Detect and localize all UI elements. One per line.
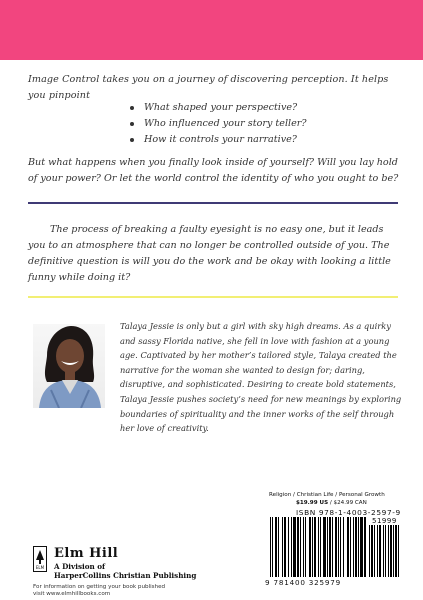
barcode-bar [314, 517, 316, 577]
bullet-item: Who influenced your story teller? [128, 116, 307, 132]
publisher-logo [33, 546, 197, 582]
barcode-bar [350, 517, 351, 577]
barcode-bar [383, 525, 384, 577]
price-label [296, 500, 367, 506]
barcode-bar [335, 517, 337, 577]
publisher-parent-line: HarperCollins Christian Publishing [54, 571, 197, 580]
intro-sentence: Image Control takes you on a journey of discovering perception. It helps you pinpoint [28, 74, 389, 101]
barcode-bar [398, 525, 399, 577]
barcode-digits: 9 781400 325979 [265, 578, 342, 587]
question-paragraph: But what happens when you finally look inside of yourself? Will you lay hold of your power? Or let the world control the identity of who you ought to be? [28, 157, 399, 184]
barcode-bar [347, 517, 349, 577]
barcode-bar [355, 517, 357, 577]
barcode-bar [282, 517, 283, 577]
barcode-bar [353, 517, 354, 577]
price-can: / $24.99 CAN [328, 500, 367, 506]
barcode-bar [303, 517, 304, 577]
publishing-info [33, 584, 165, 598]
barcode-bar [288, 517, 289, 577]
barcode-bar [385, 525, 386, 577]
author-bio: Talaya Jessie is only but a girl with sky high dreams. As a quirky and sassy Florida native, she fell in love with fashion at a young age. Captivated by her mother’s tailored style, Talaya created the narrative for the woman she wanted to design for; daring, disruptive, and sophisticated. Desiring to create bold statements, Talaya Jessie pushes society’s need for new meanings by exploring boundaries of spirituality and the inner works of the self through her love of creativity. [120, 321, 402, 434]
barcode-bar [338, 517, 339, 577]
bullet-item: What shaped your perspective? [128, 100, 307, 116]
barcode-bar [388, 525, 389, 577]
barcode-bar [374, 525, 375, 577]
category-label: Religion / Christian Life / Personal Growth [269, 492, 385, 498]
barcode-bar [272, 517, 273, 577]
question-bullet-list [128, 100, 307, 148]
barcode-bar [377, 525, 378, 577]
barcode-bar [360, 517, 363, 577]
barcode-bar [364, 517, 366, 577]
publisher-name: Elm Hill [54, 546, 119, 561]
barcode-block [256, 492, 403, 595]
process-paragraph: The process of breaking a faulty eyesight is no easy one, but it leads you to an atmosphere that can no longer be controlled outside of you. The definitive question is will you do the work and be okay with looking a little funny while doing it? [28, 224, 391, 283]
barcode-bar [300, 517, 301, 577]
barcode-bar [305, 517, 306, 577]
barcode-bar [329, 517, 331, 577]
barcode-bar [358, 517, 359, 577]
barcode-bar [293, 517, 296, 577]
barcode-bar [312, 517, 313, 577]
barcode-bar [320, 517, 321, 577]
barcode-bar [390, 525, 392, 577]
bottom-divider [28, 296, 398, 298]
top-divider [28, 202, 398, 204]
barcode-main-icon [270, 517, 366, 577]
author-portrait-icon [33, 324, 105, 408]
barcode-bar [270, 517, 271, 577]
elm-hill-mark-icon [33, 546, 47, 572]
barcode-bar [393, 525, 394, 577]
barcode-addon-icon [369, 525, 401, 577]
barcode-bar [309, 517, 311, 577]
barcode-bar [284, 517, 286, 577]
barcode-bar [327, 517, 328, 577]
barcode-bar [291, 517, 292, 577]
barcode-bar [323, 517, 326, 577]
barcode-bar [343, 517, 344, 577]
addon-code: 51999 [372, 517, 397, 525]
publishing-info-line: For information on getting your book published [33, 584, 166, 590]
publishing-url-line: visit www.elmhillbooks.com [33, 591, 111, 597]
barcode-bar [332, 517, 333, 577]
barcode-bar [395, 525, 397, 577]
barcode-bar [275, 517, 277, 577]
isbn-label: ISBN 978-1-4003-2597-9 [296, 508, 401, 517]
barcode-bar [340, 517, 341, 577]
barcode-bar [318, 517, 319, 577]
bullet-item: How it controls your narrative? [128, 132, 307, 148]
barcode-bar [369, 525, 370, 577]
pink-header-band [0, 0, 423, 60]
author-photo [33, 324, 105, 408]
barcode-bar [379, 525, 381, 577]
barcode-bar [297, 517, 299, 577]
publisher-division-line: A Division of [54, 562, 106, 571]
barcode-bar [371, 525, 373, 577]
logo-mark-text: ELM [35, 565, 45, 570]
price-us: $19.99 US [296, 500, 329, 506]
barcode-bar [278, 517, 279, 577]
